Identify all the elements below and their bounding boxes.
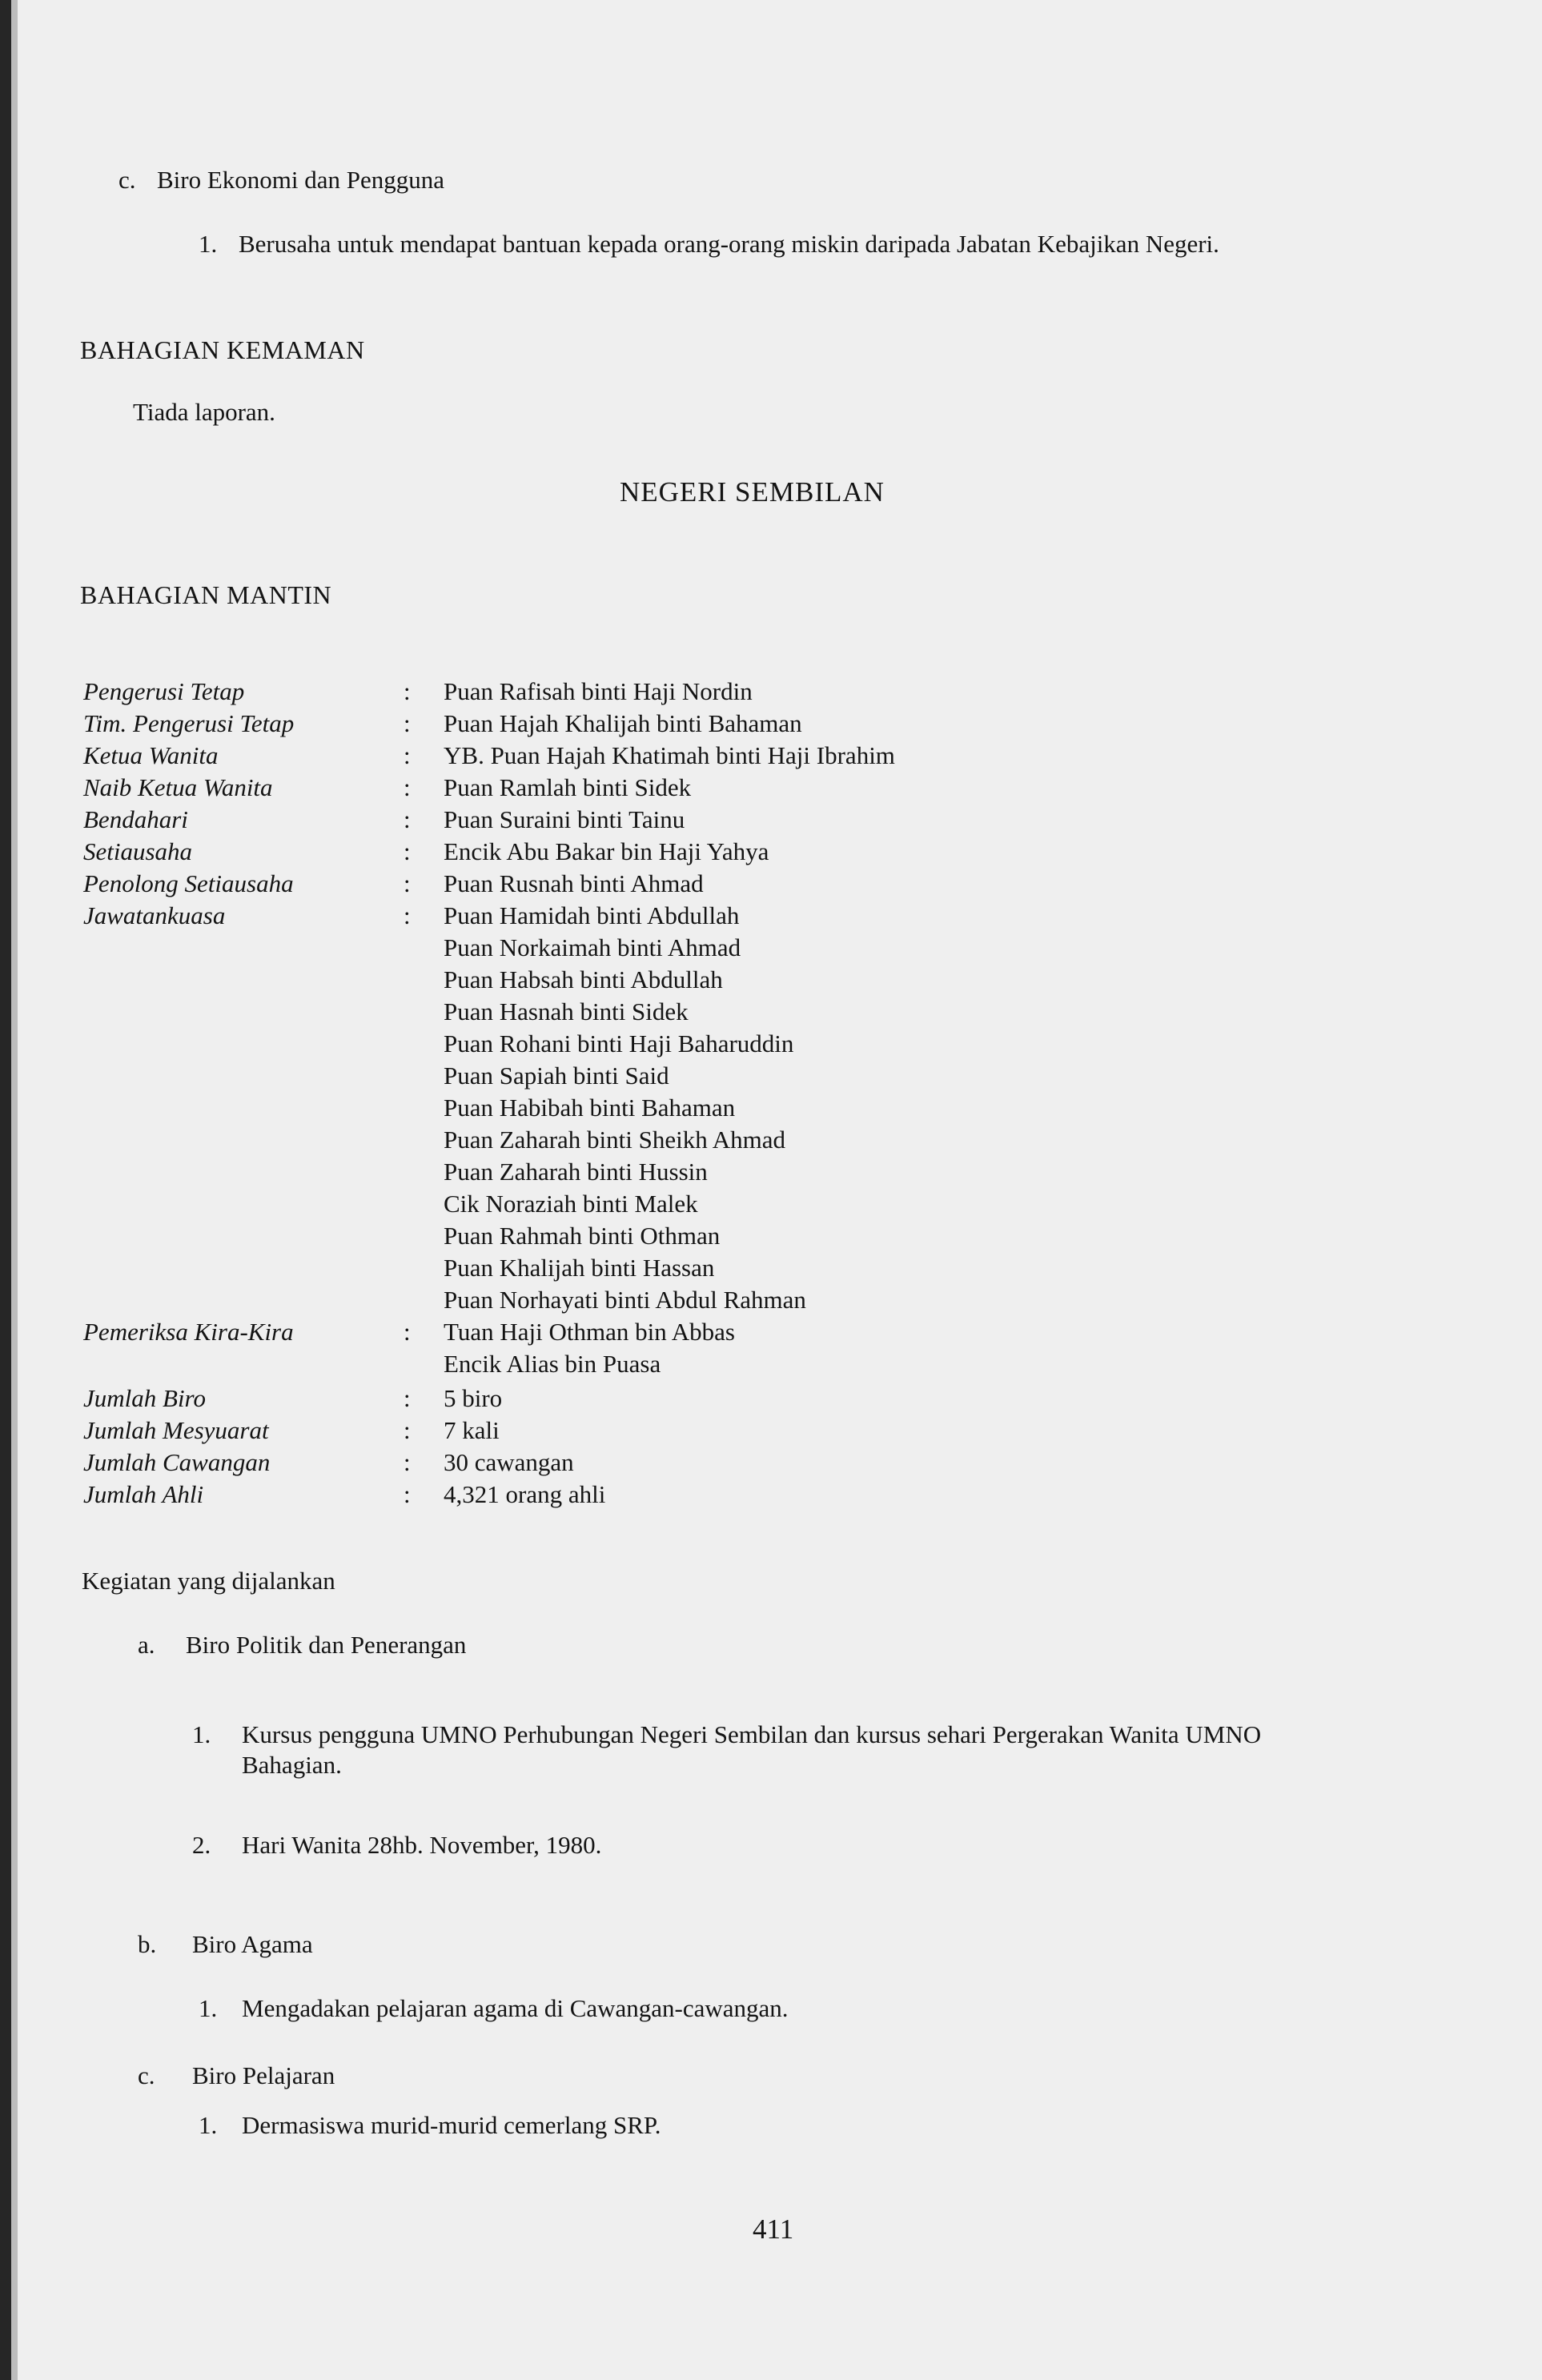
activity-c1-text: Dermasiswa murid-murid cemerlang SRP. xyxy=(242,2111,661,2139)
officer-name: Puan Norkaimah binti Ahmad xyxy=(444,933,741,961)
officer-label-blank xyxy=(83,964,396,996)
officer-label-blank xyxy=(83,1252,396,1284)
colon: : xyxy=(404,773,411,801)
officer-name: Puan Rusnah binti Ahmad xyxy=(444,869,704,897)
colon-blank xyxy=(404,996,420,1028)
item-1-text: Berusaha untuk mendapat bantuan kepada orang-orang miskin daripada Jabatan Kebajikan Negeri. xyxy=(239,230,1219,258)
colon: : xyxy=(404,837,411,865)
officer-label-blank xyxy=(83,1124,396,1156)
section-c-title: Biro Ekonomi dan Pengguna xyxy=(157,166,445,194)
officer-label: Bendahari xyxy=(83,805,188,833)
colon-blank xyxy=(404,1348,420,1380)
stats-colons xyxy=(404,1383,420,1511)
officer-name: YB. Puan Hajah Khatimah binti Haji Ibrahim xyxy=(444,741,895,769)
officer-label-blank xyxy=(83,932,396,964)
activity-a1-line2: Bahagian. xyxy=(242,1751,342,1779)
stats-labels xyxy=(83,1383,396,1511)
colon: : xyxy=(404,709,411,737)
activity-b-marker: b. xyxy=(138,1930,157,1958)
activity-b1-number: 1. xyxy=(199,1994,218,2022)
stat-label: Jumlah Cawangan xyxy=(83,1448,271,1476)
state-title: NEGERI SEMBILAN xyxy=(620,476,885,508)
colon-blank xyxy=(404,1188,420,1220)
activity-a2-number: 2. xyxy=(192,1831,211,1859)
officer-name: Puan Norhayati binti Abdul Rahman xyxy=(444,1286,806,1314)
officer-name: Puan Khalijah binti Hassan xyxy=(444,1254,715,1282)
officer-name: Puan Rafisah binti Haji Nordin xyxy=(444,677,753,705)
stat-label: Jumlah Mesyuarat xyxy=(83,1416,269,1444)
colon: : xyxy=(404,805,411,833)
officer-label-blank xyxy=(83,1060,396,1092)
stat-value: 4,321 orang ahli xyxy=(444,1480,606,1508)
colon-blank xyxy=(404,1092,420,1124)
colon-blank xyxy=(404,932,420,964)
officer-label: Penolong Setiausaha xyxy=(83,869,294,897)
activity-b1-text: Mengadakan pelajaran agama di Cawangan-cawangan. xyxy=(242,1994,789,2022)
colon: : xyxy=(404,1384,411,1412)
scan-edge-light xyxy=(11,0,18,2380)
officer-name: Puan Habsah binti Abdullah xyxy=(444,965,723,993)
officer-label-blank xyxy=(83,1284,396,1316)
officer-label: Ketua Wanita xyxy=(83,741,219,769)
officer-label-blank xyxy=(83,1156,396,1188)
stat-label: Jumlah Ahli xyxy=(83,1480,204,1508)
activity-a1-number: 1. xyxy=(192,1720,211,1748)
officer-label-blank xyxy=(83,1348,396,1380)
officer-name: Puan Rahmah binti Othman xyxy=(444,1222,721,1250)
colon-blank xyxy=(404,1284,420,1316)
officer-name: Puan Habibah binti Bahaman xyxy=(444,1094,736,1122)
officer-name: Puan Ramlah binti Sidek xyxy=(444,773,692,801)
officer-name: Puan Zaharah binti Sheikh Ahmad xyxy=(444,1126,786,1154)
colon: : xyxy=(404,901,411,929)
mantin-heading: BAHAGIAN MANTIN xyxy=(80,580,332,609)
officer-label: Pemeriksa Kira-Kira xyxy=(83,1318,294,1346)
colon-blank xyxy=(404,1252,420,1284)
officer-label-blank xyxy=(83,996,396,1028)
officer-name: Encik Abu Bakar bin Haji Yahya xyxy=(444,837,769,865)
officer-name: Puan Rohani binti Haji Baharuddin xyxy=(444,1029,794,1058)
officer-label-blank xyxy=(83,1220,396,1252)
colon: : xyxy=(404,1448,411,1476)
item-1-number: 1. xyxy=(199,230,218,258)
page-number: 411 xyxy=(753,2213,794,2245)
stat-value: 7 kali xyxy=(444,1416,500,1444)
activity-c1-number: 1. xyxy=(199,2111,218,2139)
activity-a-marker: a. xyxy=(138,1631,155,1659)
officer-name: Puan Hasnah binti Sidek xyxy=(444,997,689,1025)
activity-a1-line1: Kursus pengguna UMNO Perhubungan Negeri Sembilan dan kursus sehari Pergerakan Wanita UMNO xyxy=(242,1720,1262,1748)
stat-label: Jumlah Biro xyxy=(83,1384,206,1412)
officer-label-blank xyxy=(83,1028,396,1060)
officer-names xyxy=(444,676,1404,1380)
officer-name: Puan Hamidah binti Abdullah xyxy=(444,901,740,929)
colon: : xyxy=(404,1416,411,1444)
colon-blank xyxy=(404,1156,420,1188)
officer-colons xyxy=(404,676,420,1380)
activities-heading: Kegiatan yang dijalankan xyxy=(82,1567,335,1595)
colon: : xyxy=(404,677,411,705)
stat-value: 5 biro xyxy=(444,1384,503,1412)
activity-a-title: Biro Politik dan Penerangan xyxy=(186,1631,467,1659)
officer-label: Setiausaha xyxy=(83,837,193,865)
officer-label: Naib Ketua Wanita xyxy=(83,773,273,801)
colon: : xyxy=(404,1318,411,1346)
colon-blank xyxy=(404,964,420,996)
colon: : xyxy=(404,869,411,897)
colon-blank xyxy=(404,1028,420,1060)
activity-a2-text: Hari Wanita 28hb. November, 1980. xyxy=(242,1831,602,1859)
activity-c-title: Biro Pelajaran xyxy=(192,2061,335,2089)
officer-name: Puan Zaharah binti Hussin xyxy=(444,1158,708,1186)
officer-label: Pengerusi Tetap xyxy=(83,677,245,705)
officer-label: Tim. Pengerusi Tetap xyxy=(83,709,295,737)
colon: : xyxy=(404,741,411,769)
activity-b-title: Biro Agama xyxy=(192,1930,313,1958)
stat-value: 30 cawangan xyxy=(444,1448,574,1476)
officer-name: Encik Alias bin Puasa xyxy=(444,1350,661,1378)
officer-labels xyxy=(83,676,396,1380)
officer-label-blank xyxy=(83,1188,396,1220)
colon-blank xyxy=(404,1060,420,1092)
officer-name: Puan Suraini binti Tainu xyxy=(444,805,685,833)
officer-name: Cik Noraziah binti Malek xyxy=(444,1190,698,1218)
colon-blank xyxy=(404,1220,420,1252)
activity-c-marker: c. xyxy=(138,2061,155,2089)
kemaman-heading: BAHAGIAN KEMAMAN xyxy=(80,335,365,364)
scan-edge-dark xyxy=(0,0,11,2380)
colon: : xyxy=(404,1480,411,1508)
kemaman-text: Tiada laporan. xyxy=(133,398,275,426)
officer-name: Puan Sapiah binti Said xyxy=(444,1062,669,1090)
officer-label: Jawatankuasa xyxy=(83,901,226,929)
officer-label-blank xyxy=(83,1092,396,1124)
officer-name: Puan Hajah Khalijah binti Bahaman xyxy=(444,709,802,737)
stats-values xyxy=(444,1383,924,1511)
section-c-marker: c. xyxy=(118,166,136,194)
officer-name: Tuan Haji Othman bin Abbas xyxy=(444,1318,735,1346)
colon-blank xyxy=(404,1124,420,1156)
